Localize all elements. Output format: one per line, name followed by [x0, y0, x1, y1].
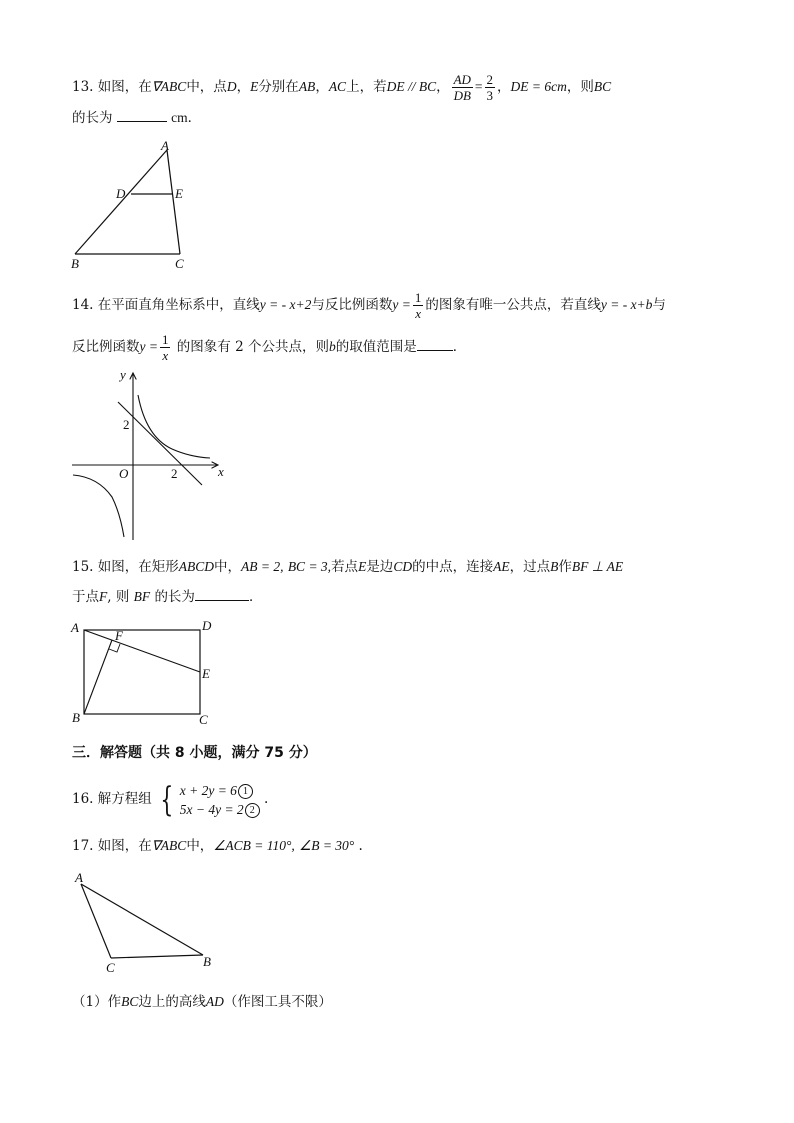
right-angle-mark — [109, 644, 120, 652]
q13-line2 — [72, 108, 201, 128]
denominator: x — [162, 348, 169, 363]
label-b: B — [71, 256, 79, 271]
equation-system — [156, 780, 260, 819]
segment-bc: BC — [593, 79, 612, 94]
text: ． — [452, 339, 467, 355]
segment-ac: AC — [328, 79, 347, 94]
text: （1）作 — [72, 994, 122, 1010]
text: 的长为 — [72, 110, 113, 126]
text: 的取值范围是 — [335, 339, 417, 355]
question-number: 15. — [72, 559, 94, 575]
answer-blank[interactable] — [195, 588, 249, 601]
fraction-2-3 — [485, 72, 496, 103]
label-origin: O — [119, 466, 129, 481]
hyperbola-branch-q3 — [73, 475, 124, 537]
numerator: 1 — [161, 332, 169, 347]
text: , 则 — [107, 589, 130, 605]
label-f: F — [115, 628, 123, 643]
q14-line2 — [72, 332, 466, 363]
side-ab — [81, 884, 203, 955]
text: （作图工具不限） — [223, 994, 332, 1010]
q17-line1 — [72, 836, 363, 856]
left-brace: { — [160, 779, 174, 820]
q15-figure — [66, 618, 226, 728]
text: 中， — [214, 559, 242, 575]
function-y: y = — [392, 297, 411, 312]
segment-bf: BF — [133, 589, 151, 604]
denominator: DB — [453, 88, 471, 103]
label-y: y — [120, 367, 126, 382]
segment-ad: AD — [205, 994, 224, 1009]
equals-sign: = — [474, 79, 483, 94]
q13-figure — [60, 138, 220, 278]
text: 于点 — [72, 589, 99, 605]
text: 的长为 — [154, 589, 195, 605]
ab-length: AB = 2, — [241, 559, 284, 574]
point-e: E — [358, 559, 367, 574]
text: 中，点 — [186, 79, 227, 95]
label-c: C — [175, 256, 184, 271]
side-cb — [111, 955, 203, 958]
segment-ab: AB — [298, 79, 316, 94]
perpendicular-condition: BF ⊥ AE — [571, 559, 624, 574]
q15-line1 — [72, 557, 623, 577]
hyperbola-branch-q1 — [138, 395, 210, 458]
question-number: 13. — [72, 79, 94, 95]
numerator: 2 — [486, 72, 494, 87]
circled-number: 1 — [238, 784, 253, 799]
equation-1 — [180, 781, 260, 800]
point-e: E — [250, 79, 259, 94]
text: 与反比例函数 — [311, 297, 393, 313]
segment-cd: CD — [393, 559, 413, 574]
variable-b: b — [328, 339, 336, 354]
angle-b: ∠B = 30° — [299, 838, 355, 853]
label-c: C — [199, 712, 208, 727]
text: 若点 — [331, 559, 359, 575]
text: 中， — [186, 838, 214, 854]
side-ab — [75, 150, 167, 254]
text: 如图，在 — [97, 838, 152, 854]
point-d: D — [226, 79, 237, 94]
label-a: A — [71, 620, 79, 635]
text: ，则 — [566, 79, 594, 95]
point-b: B — [550, 559, 559, 574]
label-a: A — [161, 138, 169, 153]
denominator: x — [415, 306, 421, 321]
label-e: E — [175, 186, 183, 201]
denominator: 3 — [486, 88, 494, 103]
text: ，过点 — [509, 559, 551, 575]
q17-figure — [64, 866, 234, 981]
text: 与 — [652, 297, 666, 313]
q13-line1 — [72, 72, 611, 103]
label-c: C — [106, 960, 115, 975]
text: 作 — [558, 559, 572, 575]
unit-text: cm． — [171, 110, 202, 125]
answer-blank[interactable] — [417, 338, 453, 351]
equation-2 — [180, 800, 260, 819]
question-number: 17. — [72, 838, 94, 854]
point-f: F — [99, 589, 108, 604]
text: 解方程组 — [97, 791, 152, 807]
fraction-ad-db — [452, 72, 473, 103]
fraction-1-x — [160, 332, 171, 363]
angle-acb: ∠ACB = 110°, — [213, 838, 295, 853]
text: 如图，在矩形 — [97, 559, 179, 575]
text: ， — [315, 79, 329, 95]
side-ac — [81, 884, 111, 958]
text: 的中点，连接 — [412, 559, 494, 575]
triangle-label: ∇ABC — [151, 79, 187, 94]
equation-text: x + 2y = 6 — [179, 782, 237, 798]
tangent-line — [118, 402, 202, 485]
rectangle-abcd — [84, 630, 200, 714]
text: ， — [236, 79, 251, 95]
question-number: 14. — [72, 297, 94, 313]
segment-bf — [84, 640, 112, 714]
segment-ae — [84, 630, 200, 672]
text: 的图象有唯一公共点，若直线 — [425, 297, 601, 313]
bc-length: BC = 3, — [287, 559, 332, 574]
section-heading: 三．解答题（共 8 小题，满分 75 分） — [72, 745, 317, 761]
answer-blank[interactable] — [117, 109, 167, 122]
label-e: E — [202, 666, 210, 681]
label-b: B — [72, 710, 80, 725]
function-y: y = — [139, 339, 158, 354]
label-y-2: 2 — [123, 417, 130, 432]
text: 是边 — [366, 559, 394, 575]
equation-text: 5x − 4y = 2 — [179, 801, 244, 817]
text: 如图，在 — [97, 79, 152, 95]
parallel-condition: DE // BC — [386, 79, 437, 94]
equation-lines — [180, 781, 260, 819]
triangle-label: ∇ABC — [151, 838, 187, 853]
segment-bc: BC — [121, 994, 139, 1009]
question-number: 16. — [72, 791, 94, 807]
rectangle-label: ABCD — [178, 559, 215, 574]
de-length: DE = 6cm — [510, 79, 567, 94]
text: 在平面直角坐标系中，直线 — [97, 297, 260, 313]
q17-sub1 — [72, 992, 332, 1012]
text: ， — [497, 79, 511, 95]
line-equation: y = - x+2 — [259, 297, 312, 312]
q14-figure — [60, 365, 240, 545]
label-d: D — [116, 186, 126, 201]
q16-line — [72, 780, 268, 819]
fraction-1-x — [413, 290, 424, 321]
numerator: AD — [453, 72, 471, 87]
side-ac — [167, 150, 180, 254]
circled-number: 2 — [245, 803, 260, 818]
text: 反比例函数 — [72, 339, 140, 355]
text: 上，若 — [346, 79, 387, 95]
label-x-2: 2 — [171, 466, 178, 481]
text: ． — [248, 589, 263, 605]
line-equation-b: y = - x+b — [600, 297, 653, 312]
label-b: B — [203, 954, 211, 969]
segment-ae: AE — [493, 559, 510, 574]
numerator: 1 — [414, 290, 422, 305]
text: . — [263, 791, 269, 807]
text: ， — [436, 79, 450, 95]
label-a: A — [75, 870, 83, 885]
q15-line2 — [72, 587, 262, 607]
text: 分别在 — [258, 79, 299, 95]
q14-line1 — [72, 290, 666, 321]
label-x: x — [218, 464, 224, 479]
text: . — [358, 838, 363, 854]
text: 的图象有 2 个公共点，则 — [176, 339, 329, 355]
label-d: D — [202, 618, 212, 633]
text: 边上的高线 — [138, 994, 206, 1010]
